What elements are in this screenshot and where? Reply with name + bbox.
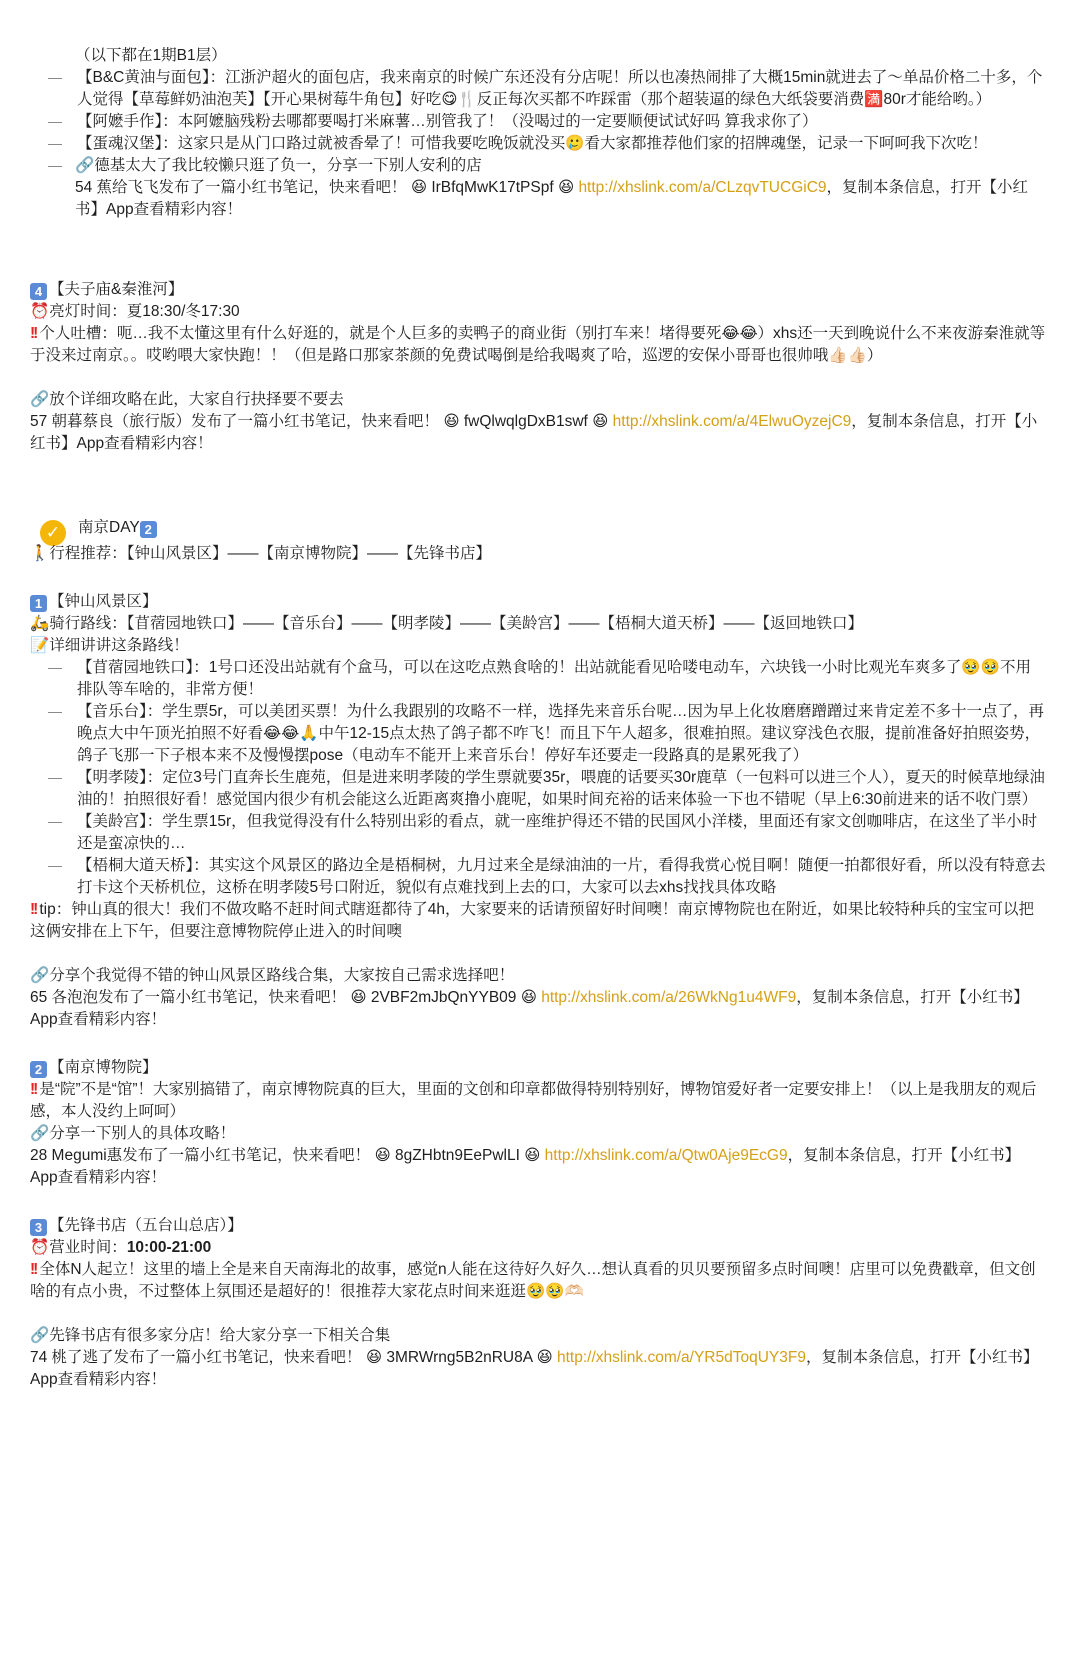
share-block xyxy=(30,177,1046,221)
number-badge: 2 xyxy=(30,1061,47,1078)
warning-icon: !! xyxy=(30,1261,37,1278)
tip xyxy=(30,899,1046,943)
share-text: 🔗先锋书店有很多家分店！给大家分享一下相关合集 xyxy=(30,1327,391,1344)
share-tail: ，复制本条信息，打开【小红书】App查看精彩内容！ xyxy=(30,1349,1039,1388)
list-item: 【美龄宫】：学生票15r，但我觉得没有什么特别出彩的看点，就一座维护得还不错的民国风小洋楼，里面还有家文创咖啡店，在这坐了半小时还是蛮凉快的… xyxy=(30,811,1046,855)
tip-text: tip：钟山真的很大！我们不做攻略不赶时间式瞎逛都待了4h，大家要来的话请预留好时间噢！南京博物院也在附近，如果比较特种兵的宝宝可以把这俩安排在上下午，但要注意博物院停止进入的时间噢 xyxy=(30,901,1034,940)
section-title-text: 【先锋书店（五台山总店）】 xyxy=(49,1217,243,1234)
section-title-text: 【钟山风景区】 xyxy=(49,593,158,610)
share-tail: ，复制本条信息，打开【小红书】App查看精彩内容！ xyxy=(30,413,1038,452)
share-post: 57 朝暮蔡良（旅行版）发布了一篇小红书笔记，快来看吧！ 😆 fwQlwqlgDxB1swf 😆 xyxy=(30,413,609,430)
section-title xyxy=(30,591,1046,613)
warning-icon: !! xyxy=(30,901,37,918)
day-title: 南京DAY xyxy=(78,519,140,536)
list-item: 【音乐台】：学生票5r，可以美团买票！为什么我跟别的攻略不一样，选择先来音乐台呢…因为早上化妆磨磨蹭蹭过来肯定差不多十一点了，再晚点大中午顶光拍照不好看😂😂🙏中午12-15点太热了鸽子都不咋飞！而且下午人超多，很难拍照。建议穿浅色衣服，提前准备好拍照姿势，鸽子飞那一下子根本来不及慢慢摆pose（电动车不能开上来音乐台！停好车还要走一段路真的是累死我了） xyxy=(30,701,1046,767)
list-item: 【阿嬷手作】：本阿嬷脑残粉去哪都要喝打米麻薯…别管我了！（没喝过的一定要顺便试试好吗 算我求你了） xyxy=(30,111,1046,133)
share-tail: ，复制本条信息，打开【小红书】App查看精彩内容！ xyxy=(75,179,1029,218)
share-post: 54 蕉给飞飞发布了一篇小红书笔记，快来看吧！ 😆 IrBfqMwK17tPSpf 😆 xyxy=(75,179,575,196)
section-title xyxy=(30,279,1046,301)
share-text: 🔗德基太大了我比较懒只逛了负一，分享一下别人安利的店 xyxy=(30,155,1046,177)
share-block xyxy=(30,1347,1046,1391)
list-item: 【蛋魂汉堡】：这家只是从门口路过就被香晕了！可惜我要吃晚饭就没买🥲看大家都推荐他们家的招牌魂堡，记录一下呵呵我下次吃！ xyxy=(30,133,1046,155)
share-post: 74 桃了逃了发布了一篇小红书笔记，快来看吧！ 😆 3MRWrng5B2nRU8A 😆 xyxy=(30,1349,553,1366)
section-title-text: 【夫子庙&秦淮河】 xyxy=(49,281,184,298)
floor-header: （以下都在1期B1层） xyxy=(75,47,227,64)
share-link[interactable]: http://xhslink.com/a/26WkNg1u4WF9 xyxy=(541,989,797,1006)
share-post: 28 Megumi惠发布了一篇小红书笔记，快来看吧！ 😆 8gZHbtn9EePwlLI 😆 xyxy=(30,1147,541,1164)
rant xyxy=(30,323,1046,367)
bookstore-note xyxy=(30,1259,1046,1303)
share-link[interactable]: http://xhslink.com/a/CLzqvTUCGiC9 xyxy=(578,179,827,196)
light-time: ⏰亮灯时间：夏18:30/冬17:30 xyxy=(30,303,240,320)
number-badge: 1 xyxy=(30,595,47,612)
share-block xyxy=(30,987,1046,1031)
list-item: 【B&C黄油与面包】：江浙沪超火的面包店，我来南京的时候广东还没有分店呢！所以也凑热闹排了大概15min就进去了～单品价格二十多，个人觉得【草莓鲜奶油泡芙】【开心果树莓牛角包】好吃😋🍴反正每次买都不咋踩雷（那个超装逼的绿色大纸袋要消费🈵80r才能给哟。） xyxy=(30,67,1046,111)
hours-label: ⏰营业时间： xyxy=(30,1239,127,1256)
opening-hours xyxy=(30,1237,1046,1259)
number-badge: 4 xyxy=(30,283,47,300)
share-tail: ，复制本条信息，打开【小红书】App查看精彩内容！ xyxy=(30,989,1029,1028)
section-title xyxy=(30,1057,1046,1079)
share-post: 65 各泡泡发布了一篇小红书笔记，快来看吧！ 😆 2VBF2mJbQnYYB09 😆 xyxy=(30,989,537,1006)
share-link[interactable]: http://xhslink.com/a/Qtw0Aje9EcG9 xyxy=(544,1147,788,1164)
detail-heading: 📝详细讲讲这条路线！ xyxy=(30,637,189,654)
check-icon: ✓ xyxy=(40,520,66,546)
bookstore-note-text: 全体N人起立！这里的墙上全是来自天南海北的故事，感觉n人能在这待好久好久…想认真看的贝贝要预留多点时间噢！店里可以免费戳章，但文创啥的有点小贵，不过整体上氛围还是超好的！很推荐大家花点时间来逛逛🥹🥹🫶🏻 xyxy=(30,1261,1036,1300)
list-item: 【明孝陵】：定位3号门直奔长生鹿苑，但是进来明孝陵的学生票就要35r，喂鹿的话要买30r鹿草（一包料可以进三个人），夏天的时候草地绿油油的！拍照很好看！感觉国内很少有机会能这么近距离爽撸小鹿呢，如果时间充裕的话来体验一下也不错呢（早上6:30前进来的话不收门票） xyxy=(30,767,1046,811)
section-title xyxy=(30,1215,1046,1237)
share-block xyxy=(30,411,1046,455)
share-text: 🔗分享一下别人的具体攻略！ xyxy=(30,1125,236,1142)
share-tail: ，复制本条信息，打开【小红书】App查看精彩内容！ xyxy=(30,1147,1021,1186)
share-link[interactable]: http://xhslink.com/a/4ElwuOyzejC9 xyxy=(612,413,852,430)
share-block xyxy=(30,1145,1046,1189)
share-text: 🔗分享个我觉得不错的钟山风景区路线合集，大家按自己需求选择吧！ xyxy=(30,967,515,984)
section-title-text: 【南京博物院】 xyxy=(49,1059,158,1076)
number-badge: 2 xyxy=(140,521,157,538)
share-link[interactable]: http://xhslink.com/a/YR5dToqUY3F9 xyxy=(557,1349,806,1366)
ride-route: 🛵骑行路线：【苜蓿园地铁口】——【音乐台】——【明孝陵】——【美龄宫】——【梧桐大道天桥】——【返回地铁口】 xyxy=(30,615,864,632)
list-item: 【梧桐大道天桥】：其实这个风景区的路边全是梧桐树，九月过来全是绿油油的一片，看得我赏心悦目啊！随便一拍都很好看，所以没有特意去打卡这个天桥机位，这桥在明孝陵5号口附近，貌似有点难找到上去的口，大家可以去xhs找找具体攻略 xyxy=(30,855,1046,899)
warning-icon: !! xyxy=(30,1081,37,1098)
share-text: 🔗放个详细攻略在此，大家自行抉择要不要去 xyxy=(30,391,344,408)
warning-icon: !! xyxy=(30,325,37,342)
route-recommend: 🚶行程推荐：【钟山风景区】——【南京博物院】——【先锋书店】 xyxy=(30,545,492,562)
number-badge: 3 xyxy=(30,1219,47,1236)
list-item: 【苜蓿园地铁口】：1号口还没出站就有个盒马，可以在这吃点熟食啥的！出站就能看见哈喽电动车，六块钱一小时比观光车爽多了🥹🥹不用排队等车啥的，非常方便！ xyxy=(30,657,1046,701)
museum-note xyxy=(30,1079,1046,1123)
hours-value: 10:00-21:00 xyxy=(126,1239,212,1256)
day-header xyxy=(30,513,1046,543)
rant-text: 个人吐槽：呃…我不太懂这里有什么好逛的，就是个人巨多的卖鸭子的商业街（别打车来！堵得要死😂😂）xhs还一天到晚说什么不来夜游秦淮就等于没来过南京。。哎哟喂大家快跑！！（但是路口那家茶颜的免费试喝倒是给我喝爽了哈，巡逻的安保小哥哥也很帅哦👍🏻👍🏻） xyxy=(30,325,1046,364)
museum-note-text: 是“院”不是“馆”！大家别搞错了，南京博物院真的巨大，里面的文创和印章都做得特别特别好，博物馆爱好者一定要安排上！（以上是我朋友的观后感，本人没约上呵呵） xyxy=(30,1081,1037,1120)
